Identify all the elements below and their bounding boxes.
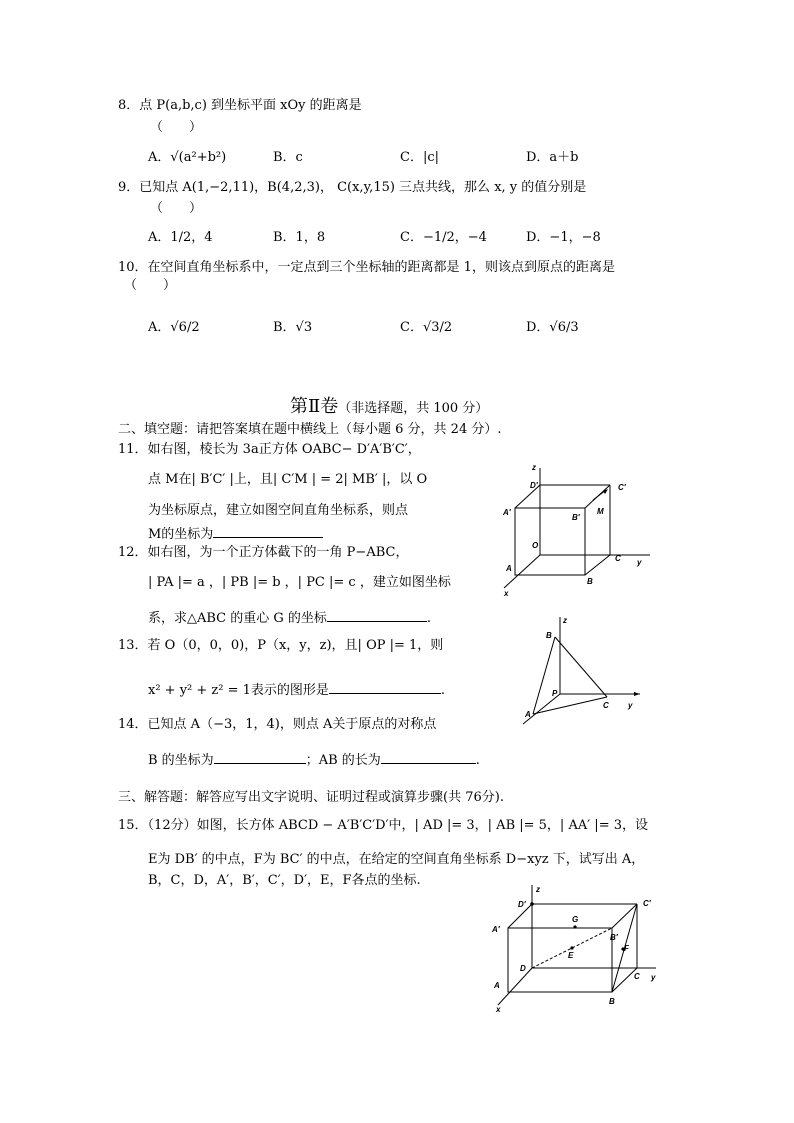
q8-option-c: C．|c|: [400, 150, 439, 165]
figure-cuboid-q15: [480, 880, 670, 1015]
fig3-label-y: y: [651, 973, 656, 982]
q10-option-d: D．√6/3: [526, 320, 579, 335]
fig1-label-c: C: [615, 554, 621, 563]
q12-answer-blank[interactable]: [327, 608, 427, 622]
q9-paren: （ ）: [150, 201, 203, 216]
q11-line1: 11．如右图，棱长为 3a正方体 OABC− D′A′B′C′，: [118, 442, 421, 457]
fig3-front-face: [508, 928, 612, 992]
fig3-label-x: x: [496, 1005, 501, 1014]
q8-option-b: B．c: [273, 150, 303, 165]
figure-tetrahedron-q12: [515, 612, 650, 732]
fig3-label-c-prime: C′: [643, 899, 651, 908]
q14-b-coordinates-blank[interactable]: [214, 750, 306, 764]
q12-line3: 系，求△ABC 的重心 G 的坐标 .: [148, 608, 431, 627]
fig2-label-b: B: [546, 631, 552, 640]
fig1-label-b-prime: B′: [572, 513, 580, 522]
q15-line2: E为 DB′ 的中点，F为 BC′ 的中点，在给定的空间直角坐标系 D−xyz 下，试写出 A，: [148, 852, 645, 867]
fig2-label-z: z: [563, 616, 567, 625]
section2-instructions: 二、填空题：请把答案填在题中横线上（每小题 6 分，共 24 分）.: [118, 422, 502, 437]
fig2-label-p: P: [552, 689, 558, 698]
fig3-label-b-prime: B′: [610, 933, 618, 942]
q12-line1: 12．如右图，为一个正方体截下的一角 P−ABC，: [118, 545, 409, 560]
q14-ab-length-blank[interactable]: [381, 750, 476, 764]
q13-line1: 13．若 O（0，0，0)，P（x，y，z)，且| OP |= 1，则: [118, 638, 444, 653]
fig1-label-x: x: [504, 589, 509, 598]
fig3-label-a-prime: A′: [492, 925, 500, 934]
fig3-label-d: D: [520, 964, 526, 973]
q10-option-b: B．√3: [273, 320, 313, 335]
fig3-label-a: A: [494, 981, 500, 990]
fig1-label-y: y: [637, 558, 642, 567]
fig1-label-c-prime: C′: [618, 483, 626, 492]
q11-line4: M的坐标为: [148, 524, 323, 543]
q9-option-c: C．−1/2，−4: [400, 230, 487, 245]
fig1-label-z: z: [532, 463, 536, 472]
fig1-label-d-prime: D′: [530, 481, 538, 490]
section3-instructions: 三、解答题：解答应写出文字说明、证明过程或演算步骤(共 76分).: [118, 790, 504, 805]
section2-subtitle: （非选择题，共 100 分）: [338, 401, 489, 416]
q10-option-a: A．√6/2: [148, 320, 200, 335]
q15-line3: B，C，D，A′，B′，C′，D′，E，F各点的坐标.: [148, 873, 421, 888]
fig3-label-f: F: [624, 944, 629, 953]
q14-line1: 14．已知点 A（−3，1，4)，则点 A关于原点的对称点: [118, 717, 437, 732]
q8-stem: 8．点 P(a,b,c) 到坐标平面 xOy 的距离是: [118, 98, 362, 113]
q13-line2: x² + y² + z² = 1表示的图形是 .: [148, 680, 445, 699]
q9-option-b: B．1，8: [273, 230, 326, 245]
fig1-label-a-prime: A′: [503, 508, 511, 517]
section2-title: 第Ⅱ卷（非选择题，共 100 分）: [290, 396, 489, 417]
fig2-label-a: A: [525, 710, 531, 719]
fig3-label-b: B: [609, 997, 615, 1006]
q11-line3: 为坐标原点，建立如图空间直角坐标系，则点: [148, 503, 409, 518]
fig1-label-o: O: [532, 541, 539, 550]
fig1-label-a: A: [506, 564, 512, 573]
fig3-x-axis: [498, 968, 532, 1005]
q11-answer-blank[interactable]: [213, 524, 323, 538]
q8-paren: （ ）: [150, 120, 203, 135]
q8-option-d: D．a＋b: [526, 150, 579, 165]
q10-option-c: C．√3/2: [400, 320, 453, 335]
fig3-label-z: z: [536, 885, 540, 894]
q13-answer-blank[interactable]: [329, 680, 441, 694]
fig3-label-d-prime: D′: [518, 900, 526, 909]
fig1-label-m: M: [597, 507, 604, 516]
q10-paren: （ ）: [124, 278, 177, 293]
q10-stem: 10．在空间直角坐标系中，一定点到三个坐标轴的距离都是 1，则该点到原点的距离是: [118, 260, 615, 275]
q15-line1: 15．（12分）如图，长方体 ABCD − A′B′C′D′中，| AD |= 3，| AB |= 5，| AA′ |= 3，设: [118, 818, 648, 833]
q14-line2: B 的坐标为 ；AB 的长为 .: [148, 750, 480, 769]
fig3-label-g: G: [572, 915, 579, 924]
figure-cube-q11: [490, 460, 660, 600]
q11-line2: 点 M在| B′C′ |上，且| C′M | = 2| MB′ |，以 O: [148, 472, 428, 487]
fig1-label-b: B: [587, 577, 593, 586]
fig2-label-y: y: [628, 701, 633, 710]
q9-option-a: A．1/2，4: [148, 230, 213, 245]
fig3-label-e: E: [568, 951, 574, 960]
q8-option-a: A．√(a²+b²): [148, 150, 227, 165]
fig3-label-c: C: [634, 972, 640, 981]
q12-line2: | PA |= a ，| PB |= b ，| PC |= c ，建立如图坐标: [148, 575, 451, 590]
q9-stem: 9．已知点 A(1,−2,11)，B(4,2,3)， C(x,y,15) 三点共线，那么 x, y 的值分别是: [118, 180, 587, 195]
fig2-label-c: C: [603, 701, 609, 710]
q9-option-d: D．−1，−8: [526, 230, 601, 245]
